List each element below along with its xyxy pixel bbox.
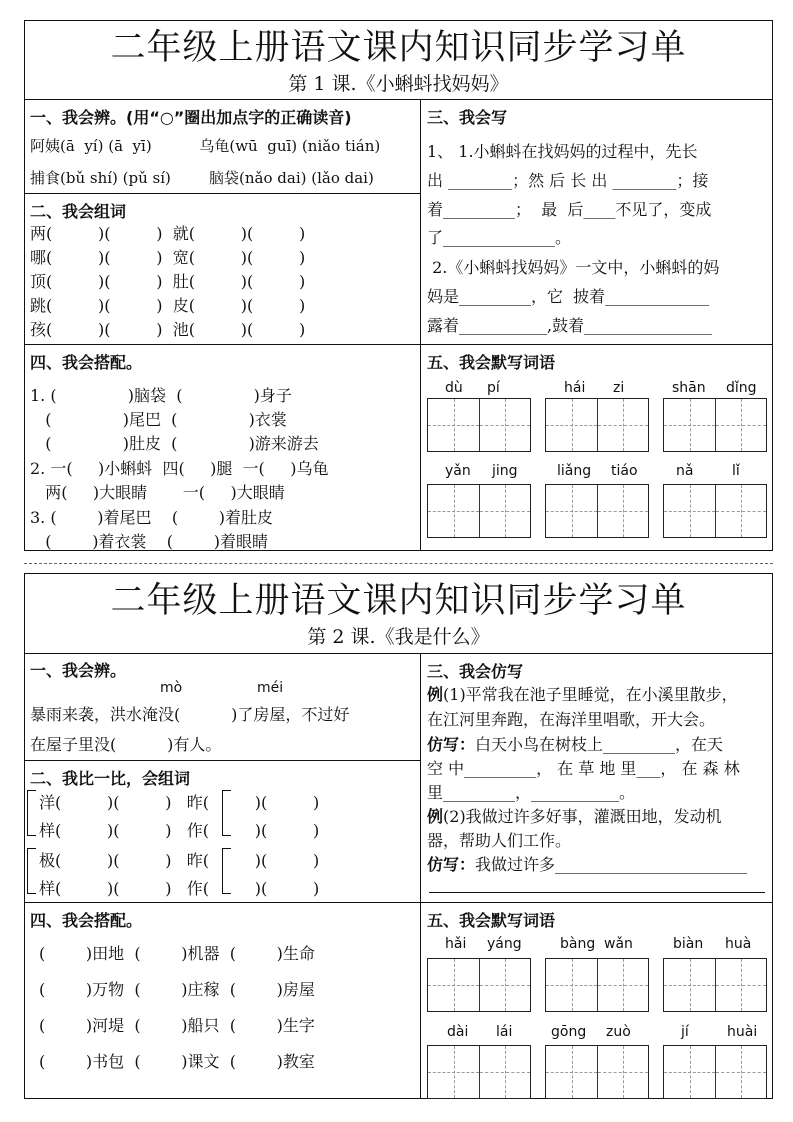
- pinyin-label: huài: [727, 1024, 758, 1040]
- lesson1-sec4-title: 四、我会搭配。: [30, 353, 143, 372]
- lesson2-sec3-imitate1c: 里_________，___________。: [427, 783, 636, 802]
- lesson2-sec4-row: ( )田地 ( )机器 ( )生命: [39, 944, 315, 963]
- divider: [25, 344, 772, 345]
- lesson1-sec2-row: 两( )( ) 就( )( ): [30, 224, 306, 243]
- lesson2-sec2-row: 洋( )( ) 昨( )( ): [39, 793, 320, 812]
- lesson1-sec2-row: 哪( )( ) 宽( )( ): [30, 248, 306, 267]
- imitate-label: 仿写：: [427, 855, 476, 874]
- lesson2-sec2-row: 样( )( ) 作( )( ): [39, 821, 320, 840]
- brace-icon: [27, 848, 36, 894]
- lesson1-sec5-title: 五、我会默写词语: [427, 353, 556, 372]
- pinyin-label: mò: [160, 680, 183, 696]
- divider: [25, 99, 772, 100]
- lesson1-title: 二年级上册语文课内知识同步学习单: [110, 28, 687, 68]
- pinyin-label: dài: [447, 1024, 469, 1040]
- writing-grid[interactable]: [663, 484, 767, 538]
- lesson1-sec3-line: 着_________； 最 后____不见了，变成: [427, 200, 712, 219]
- lesson1-sec2-row: 孩( )( ) 池( )( ): [30, 320, 306, 339]
- divider: [25, 902, 772, 903]
- pinyin-label: hái: [564, 380, 586, 396]
- pinyin-label: yáng: [487, 936, 522, 952]
- pinyin-label: gōng: [551, 1024, 587, 1040]
- lesson1-sec4-line: 2. 一( )小蝌蚪 四( )腿 一( )乌龟: [30, 459, 329, 478]
- writing-grid[interactable]: [427, 398, 531, 452]
- pinyin-label: yǎn: [445, 463, 471, 479]
- writing-grid[interactable]: [663, 398, 767, 452]
- lesson2-sec3-imitate1b: 空 中_________， 在 草 地 里___， 在 森 林: [427, 759, 740, 778]
- writing-grid[interactable]: [545, 484, 649, 538]
- pinyin-label: zuò: [606, 1024, 631, 1040]
- lesson2-sec3-imitate1: [427, 732, 723, 755]
- lesson2-sec1-title: 一、我会辨。: [30, 661, 127, 680]
- lesson1-sec4-line: 1. ( )脑袋 ( )身子: [30, 386, 292, 405]
- lesson1-sec3-title: 三、我会写: [427, 108, 508, 127]
- divider: [25, 193, 420, 194]
- writing-grid[interactable]: [545, 958, 649, 1012]
- lesson2-sec3-example2b: 器，帮助人们工作。: [427, 831, 572, 850]
- imitate-text: 白天小鸟在树枝上_________，在天: [475, 735, 724, 754]
- imitate-text: 我做过许多________________________: [475, 855, 748, 874]
- lesson2-sheet: [24, 573, 773, 1099]
- lesson2-sec3-example1: [427, 682, 738, 705]
- lesson1-subtitle: 第 1 课.《小蝌蚪找妈妈》: [288, 73, 509, 95]
- lesson1-sec4-line: ( )尾巴 ( )衣裳: [30, 410, 287, 429]
- lesson1-sec2-row: 顶( )( ) 肚( )( ): [30, 272, 306, 291]
- lesson2-sec1-row2: 在屋子里没( )有人。: [30, 735, 222, 754]
- cut-line: [24, 563, 773, 564]
- imitate-label: 仿写：: [427, 735, 476, 754]
- lesson1-sec1-title: 一、我会辨。(用“○”圈出加点字的正确读音): [30, 108, 352, 127]
- writing-grid[interactable]: [545, 1045, 649, 1099]
- lesson1-sheet: [24, 20, 773, 551]
- lesson2-sec3-example2: [427, 804, 722, 827]
- pinyin-label: wǎn: [604, 936, 633, 952]
- lesson2-sec4-row: ( )河堤 ( )船只 ( )生字: [39, 1016, 315, 1035]
- pinyin-label: dù: [445, 380, 463, 396]
- lesson1-sec1-row2: 捕食(bǔ shí) (pǔ sí) 脑袋(nǎo dai) (lǎo dai): [30, 169, 374, 187]
- lesson2-sec2-row: 样( )( ) 作( )( ): [39, 879, 320, 898]
- lesson1-sec3-line: 2.《小蝌蚪找妈妈》一文中，小蝌蚪的妈: [427, 258, 720, 277]
- pinyin-label: lǐ: [732, 463, 740, 479]
- lesson2-sec2-title: 二、我比一比，会组词: [30, 769, 191, 788]
- pinyin-label: hǎi: [445, 936, 467, 952]
- pinyin-label: méi: [257, 680, 284, 696]
- writing-grid[interactable]: [545, 398, 649, 452]
- lesson2-sec3-title: 三、我会仿写: [427, 662, 524, 681]
- example-text: (1)平常我在池子里睡觉，在小溪里散步，: [443, 685, 738, 704]
- lesson2-sec2-row: 极( )( ) 昨( )( ): [39, 851, 320, 870]
- pinyin-label: zi: [613, 380, 625, 396]
- answer-line[interactable]: [429, 892, 765, 893]
- pinyin-label: pí: [487, 380, 500, 396]
- lesson1-sec2-title: 二、我会组词: [30, 202, 127, 221]
- example-label: 例: [427, 807, 444, 826]
- pinyin-label: jing: [492, 463, 518, 479]
- writing-grid[interactable]: [427, 484, 531, 538]
- lesson2-sec3-example1b: 在江河里奔跑，在海洋里唱歌，开大会。: [427, 710, 716, 729]
- pinyin-label: jí: [681, 1024, 689, 1040]
- lesson1-sec3-line: 出 ________；然 后 长 出 ________；接: [427, 171, 709, 190]
- writing-grid[interactable]: [427, 1045, 531, 1099]
- lesson1-sec4-line: ( )肚皮 ( )游来游去: [30, 434, 319, 453]
- lesson1-sec2-row: 跳( )( ) 皮( )( ): [30, 296, 306, 315]
- lesson2-subtitle: 第 2 课.《我是什么》: [307, 626, 490, 648]
- pinyin-label: bàng: [560, 936, 596, 952]
- brace-icon: [27, 790, 36, 836]
- pinyin-label: lái: [496, 1024, 513, 1040]
- pinyin-label: shān: [672, 380, 706, 396]
- lesson1-sec3-line: 露着___________,鼓着________________: [427, 316, 713, 335]
- lesson1-sec3-line: 妈是_________，它 披着_____________: [427, 287, 710, 306]
- lesson1-sec4-line: ( )着衣裳 ( )着眼睛: [30, 532, 268, 551]
- lesson2-title: 二年级上册语文课内知识同步学习单: [110, 581, 687, 621]
- divider: [420, 99, 421, 550]
- pinyin-label: tiáo: [611, 463, 638, 479]
- lesson2-sec4-title: 四、我会搭配。: [30, 911, 143, 930]
- divider: [25, 653, 772, 654]
- divider: [420, 653, 421, 1098]
- writing-grid[interactable]: [663, 1045, 767, 1099]
- lesson2-sec1-row1: 暴雨来袭，洪水淹没( )了房屋，不过好: [30, 705, 350, 724]
- lesson1-sec4-line: 两( )大眼睛 一( )大眼睛: [30, 483, 285, 502]
- writing-grid[interactable]: [663, 958, 767, 1012]
- pinyin-label: huà: [725, 936, 752, 952]
- pinyin-label: dǐng: [726, 380, 757, 396]
- writing-grid[interactable]: [427, 958, 531, 1012]
- lesson1-sec3-line: 1、 1.小蝌蚪在找妈妈的过程中，先长: [427, 142, 698, 161]
- lesson2-sec4-row: ( )书包 ( )课文 ( )教室: [39, 1052, 315, 1071]
- lesson2-sec4-row: ( )万物 ( )庄稼 ( )房屋: [39, 980, 315, 999]
- pinyin-label: nǎ: [676, 463, 694, 479]
- example-label: 例: [427, 685, 444, 704]
- lesson2-sec5-title: 五、我会默写词语: [427, 911, 556, 930]
- divider: [25, 760, 420, 761]
- lesson1-sec3-line: 了______________。: [427, 228, 572, 247]
- lesson2-sec3-imitate2: [427, 852, 747, 875]
- lesson1-sec1-row1: 阿姨(ā yí) (ā yī) 乌龟(wū guī) (niǎo tián): [30, 137, 381, 155]
- lesson1-sec4-line: 3. ( )着尾巴 ( )着肚皮: [30, 508, 274, 527]
- example-text: (2)我做过许多好事，灌溉田地，发动机: [443, 807, 722, 826]
- pinyin-label: liǎng: [557, 463, 592, 479]
- pinyin-label: biàn: [673, 936, 704, 952]
